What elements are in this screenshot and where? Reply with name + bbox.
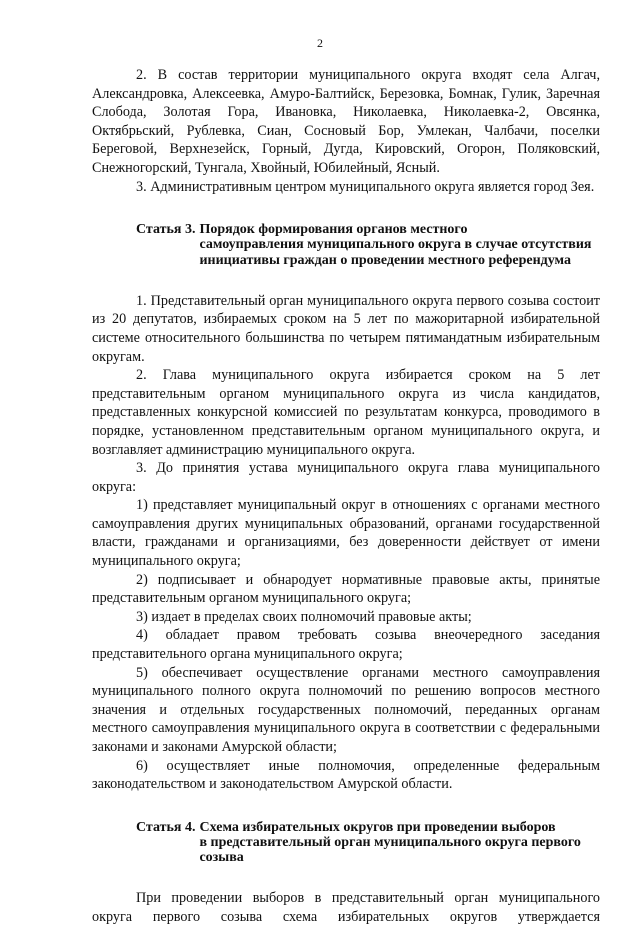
article-3-item-6: 6) осуществляет иные полномочия, определенные федеральным законодательством и законодательством Амурской области. [92,757,600,793]
article-3-item-4: 4) обладает правом требовать созыва внеочередного заседания представительного органа муниципального округа; [92,627,600,663]
article-3-item-2: 2) подписывает и обнародует нормативные правовые акты, принятые представительным органом муниципального округа; [92,571,600,607]
article-4-heading [92,820,600,866]
article-3-heading [92,222,600,268]
article-4-title-line1: Схема избирательных округов при проведении выборов [199,819,556,835]
article-3-title [199,222,600,268]
article-4-label: Статья 4. [136,819,196,835]
article-4-paragraph-1: При проведении выборов в представительный орган муниципального округа первого созыва схема избирательных округов утверждается [92,890,600,925]
article-3-paragraph-2: 2. Глава муниципального округа избирается сроком на 5 лет представительным органом муниципального округа из числа кандидатов, представленных конкурсной комиссией по результатам конкурса, проводимого в порядке, установленном представительным органом муниципального округа, и возглавляет администрацию муниципального округа. [92,367,600,458]
article-4-title [199,820,600,866]
article-3-item-3: 3) издает в пределах своих полномочий правовые акты; [136,608,472,625]
paragraph-admin-center: 3. Административным центром муниципального округа является город Зея. [136,178,595,195]
document-body [92,66,600,927]
article-3-item-1: 1) представляет муниципальный округ в отношениях с органами местного самоуправления других муниципальных образований, органами государственной власти, гражданами и организациями, без доверенности действует от имени муниципального округа; [92,497,600,570]
page-number: 2 [317,36,323,50]
article-3-title-line1: Порядок формирования органов местного [199,222,468,238]
article-3-item-5: 5) обеспечивает осуществление органами местного самоуправления муниципального полного округа полномочий по решению вопросов местного значения и отдельных государственных полномочий, переданных органам местного самоуправления муниципального округа в соответствии с федеральными законами и законами Амурской области; [92,664,600,756]
paragraph-territory: 2. В состав территории муниципального округа входят села Алгач, Александровка, Алексеевка, Амуро-Балтийск, Березовка, Бомнак, Гулик, Заречная Слобода, Золотая Гора, Ивановка, Николаевка, Николаевка-2, Овсянка, Октябрьский, Рублевка, Сиан, Сосновый Бор, Умлекан, Чалбачи, поселки Береговой, Верхнезейск, Горный, Дугда, Кировский, Огорон, Поляковский, Снежногорский, Тунгала, Хвойный, Юбилейный, Ясный. [92,67,600,176]
article-3-label: Статья 3. [136,222,196,238]
article-3-paragraph-3: 3. До принятия устава муниципального округа глава муниципального округа: [92,460,600,495]
article-3-title-rest: самоуправления муниципального округа в случае отсутствия инициативы граждан о проведении местного референдума [199,237,592,268]
article-3-paragraph-1: 1. Представительный орган муниципального округа первого созыва состоит из 20 депутатов, избираемых сроком на 5 лет по мажоритарной избирательной системе относительного большинства по четырем пятимандатным избирательным округам. [92,292,600,365]
article-4-title-rest: в представительный орган муниципального округа первого созыва [199,835,581,866]
